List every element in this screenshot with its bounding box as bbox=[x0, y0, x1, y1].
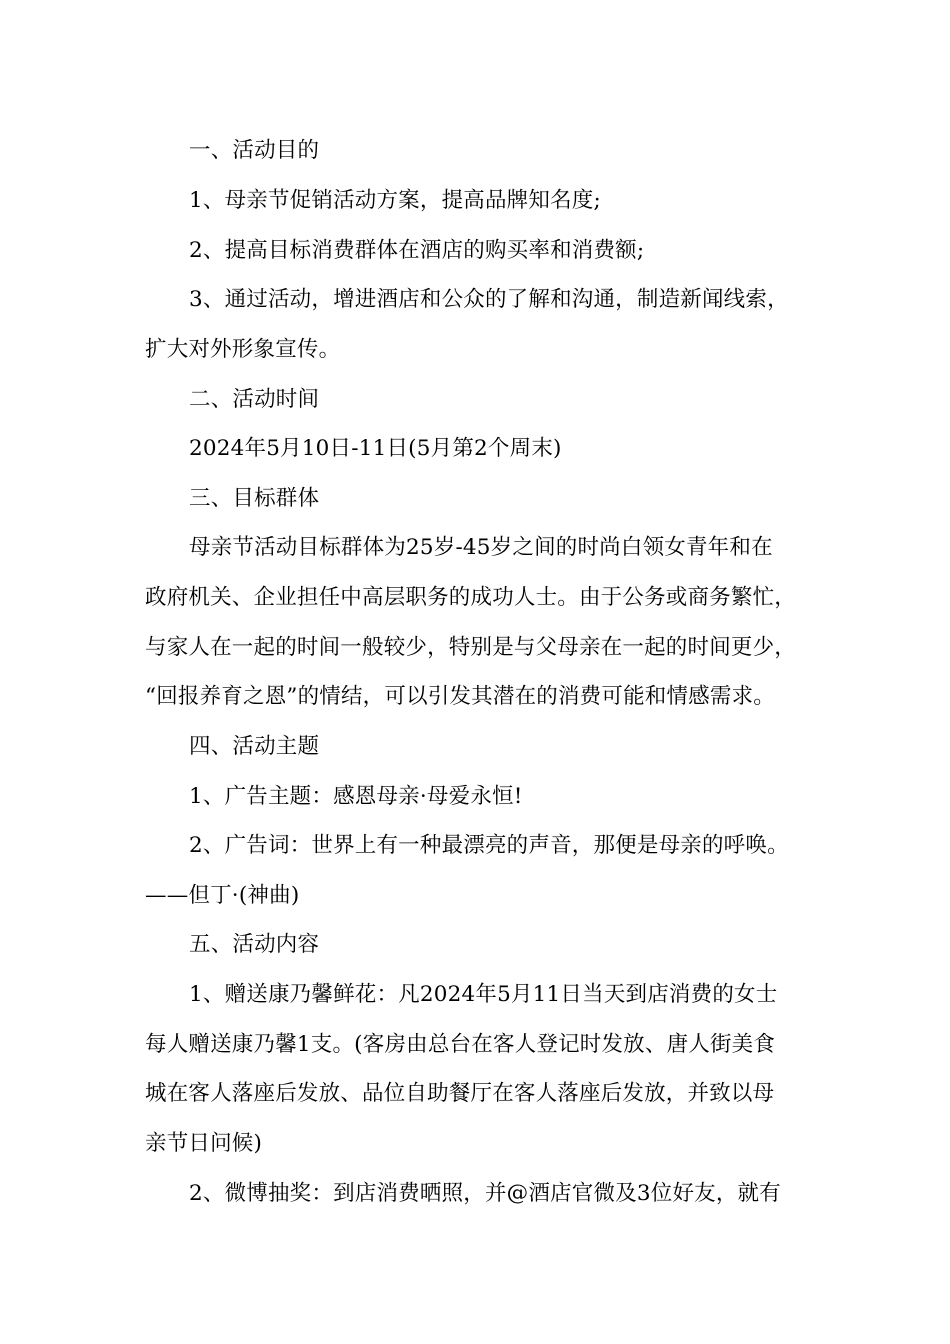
paragraph-line: 亲节日问候) bbox=[145, 1131, 263, 1156]
paragraph-line: 2024年5月10日-11日(5月第2个周末) bbox=[189, 436, 562, 461]
paragraph-line: 城在客人落座后发放、品位自助餐厅在客人落座后发放，并致以母 bbox=[145, 1081, 775, 1106]
paragraph-line: “回报养育之恩”的情结，可以引发其潜在的消费可能和情感需求。 bbox=[145, 684, 775, 709]
paragraph-line: 母亲节活动目标群体为25岁-45岁之间的时尚白领女青年和在 bbox=[189, 535, 773, 560]
paragraph-line: 政府机关、企业担任中高层职务的成功人士。由于公务或商务繁忙， bbox=[145, 585, 797, 610]
paragraph-line: 扩大对外形象宣传。 bbox=[145, 337, 341, 362]
paragraph-line: 与家人在一起的时间一般较少，特别是与父母亲在一起的时间更少， bbox=[145, 635, 797, 660]
section-heading-theme: 四、活动主题 bbox=[189, 734, 320, 759]
paragraph-line: 1、母亲节促销活动方案，提高品牌知名度; bbox=[189, 188, 601, 213]
section-heading-time: 二、活动时间 bbox=[189, 387, 320, 412]
paragraph-line: 2、广告词：世界上有一种最漂亮的声音，那便是母亲的呼唤。 bbox=[189, 833, 789, 858]
paragraph-line: 1、赠送康乃馨鲜花：凡2024年5月11日当天到店消费的女士 bbox=[189, 982, 778, 1007]
paragraph-line: 1、广告主题：感恩母亲·母爱永恒! bbox=[189, 784, 523, 809]
section-heading-target-group: 三、目标群体 bbox=[189, 486, 320, 511]
section-heading-content: 五、活动内容 bbox=[189, 932, 320, 957]
paragraph-line: ——但丁·(神曲) bbox=[145, 883, 300, 908]
paragraph-line: 每人赠送康乃馨1支。(客房由总台在客人登记时发放、唐人街美食 bbox=[145, 1032, 776, 1057]
section-heading-purpose: 一、活动目的 bbox=[189, 138, 320, 163]
paragraph-line: 2、提高目标消费群体在酒店的购买率和消费额; bbox=[189, 238, 645, 263]
paragraph-line: 2、微博抽奖：到店消费晒照，并@酒店官微及3位好友，就有 bbox=[189, 1181, 781, 1206]
paragraph-line: 3、通过活动，增进酒店和公众的了解和沟通，制造新闻线索， bbox=[189, 287, 789, 312]
